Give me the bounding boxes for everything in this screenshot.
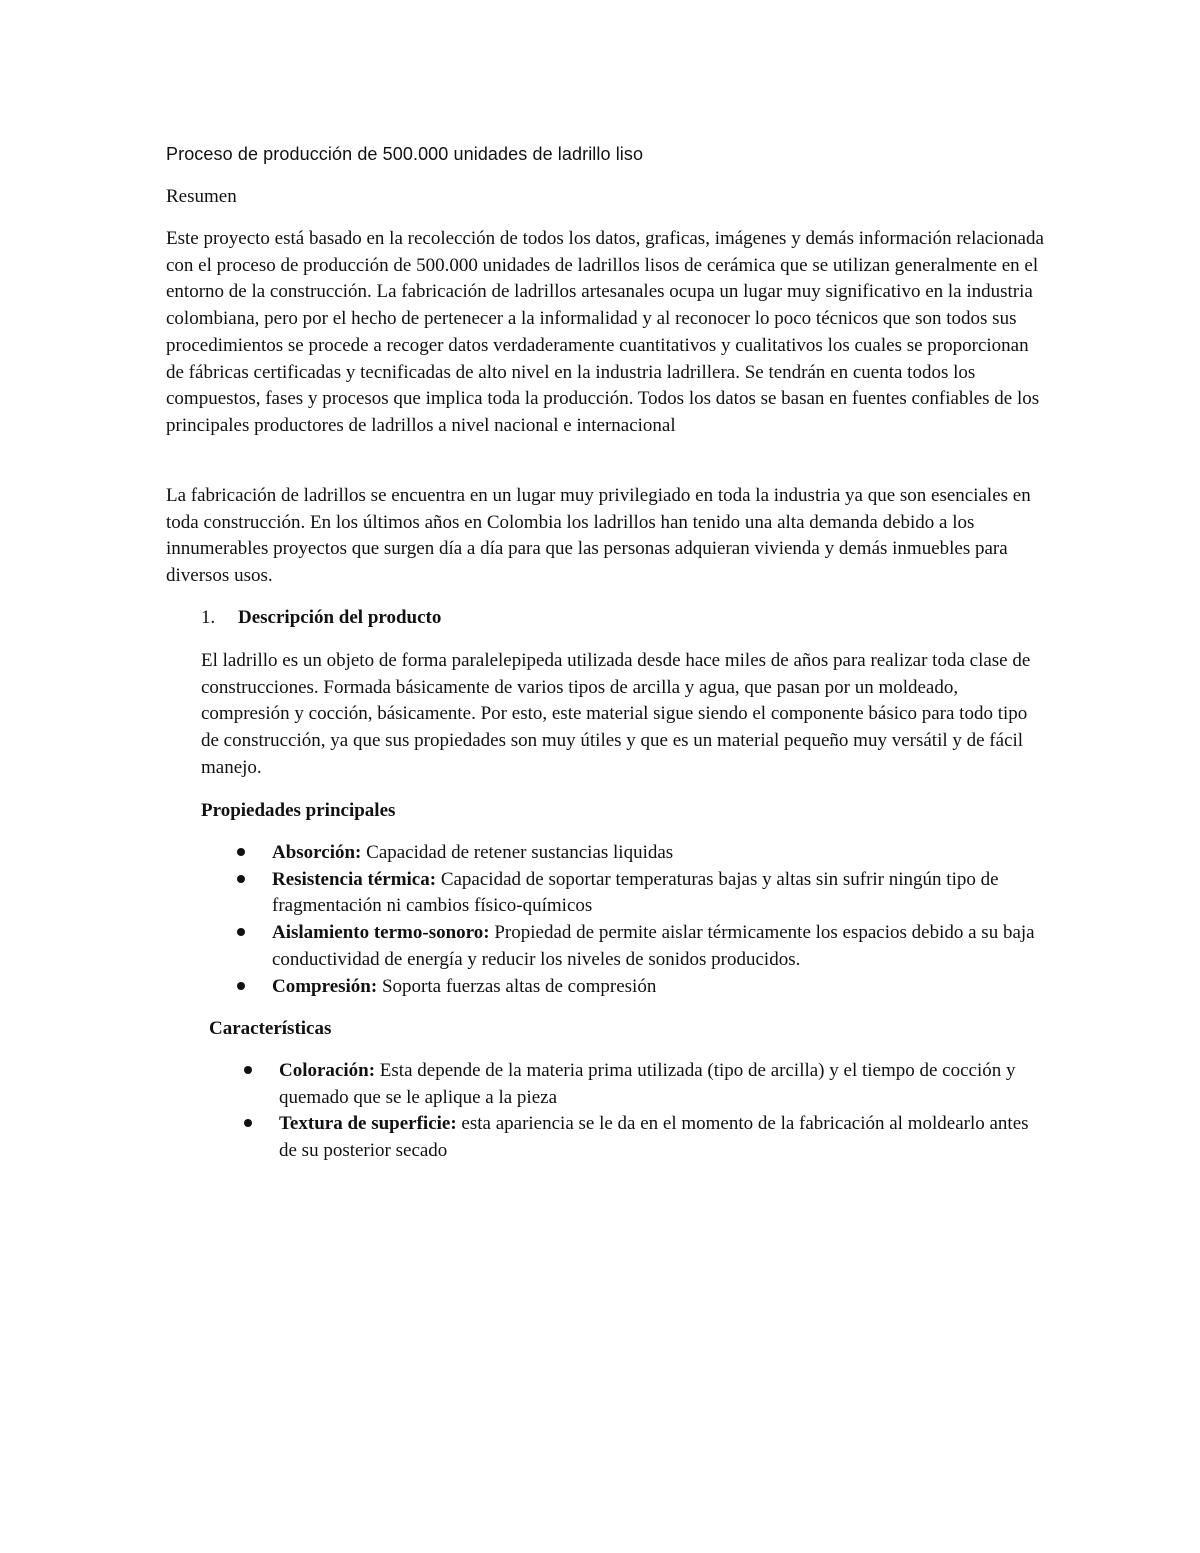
- resumen-heading: Resumen: [166, 186, 237, 207]
- document-title: Proceso de producción de 500.000 unidades de ladrillo liso: [166, 144, 644, 164]
- propiedades-list: [234, 840, 1044, 1000]
- product-description-paragraph: El ladrillo es un objeto de forma paralelepipeda utilizada desde hace miles de años para realizar toda clase de construcciones. Formada básicamente de varios tipos de arcilla y agua, que pasan por un moldeado, compresión y cocción, básicamente. Por esto, este material sigue siendo el componente básico para todo tipo de construcción, ya que sus propiedades son muy útiles y que es un material pequeño muy versátil y de fácil manejo.: [201, 650, 1031, 778]
- bullet-icon: [237, 848, 245, 856]
- list-item-text: Esta depende de la materia prima utilizada (tipo de arcilla) y el tiempo de cocción y quemado que se le aplique a la pieza: [279, 1060, 1016, 1108]
- caracteristicas-heading: Características: [209, 1018, 332, 1039]
- bullet-icon: [244, 1119, 252, 1127]
- list-item-term: Aislamiento termo-sonoro:: [272, 922, 490, 944]
- list-item-text: Propiedad de permite aislar térmicamente los espacios debido a su baja conductividad de energía y reducir los niveles de sonidos producidos.: [272, 922, 1035, 970]
- list-item: [234, 974, 1044, 1001]
- propiedades-heading: Propiedades principales: [201, 800, 396, 821]
- caracteristicas-list: [241, 1058, 1046, 1165]
- bullet-icon: [244, 1066, 252, 1074]
- list-item-term: Compresión:: [272, 975, 378, 997]
- list-item: [234, 920, 1044, 973]
- list-item-text: Capacidad de soportar temperaturas bajas y altas sin sufrir ningún tipo de fragmentación ni cambios físico-químicos: [272, 868, 999, 917]
- resumen-paragraph-2: La fabricación de ladrillos se encuentra en un lugar muy privilegiado en toda la industria ya que son esenciales en toda construcción. En los últimos años en Colombia los ladrillos han tenido una alta demanda debido a los innumerables proyectos que surgen día a día para que las personas adquieran vivienda y demás inmuebles para diversos usos.: [166, 485, 1031, 587]
- list-item: [234, 867, 1044, 920]
- list-item-term: Coloración:: [279, 1060, 376, 1081]
- bullet-icon: [237, 982, 245, 990]
- list-item: [241, 1058, 1046, 1111]
- list-item-text: Capacidad de retener sustancias liquidas: [361, 842, 674, 863]
- list-item-text: esta apariencia se le da en el momento de la fabricación al moldearlo antes de su posterior secado: [279, 1113, 1029, 1162]
- list-item-term: Absorción:: [272, 842, 362, 863]
- list-item: [241, 1111, 1046, 1164]
- bullet-icon: [237, 875, 245, 883]
- section-title: Descripción del producto: [238, 607, 442, 628]
- section-number: 1.: [201, 607, 216, 628]
- resumen-paragraph-1: Este proyecto está basado en la recolección de todos los datos, graficas, imágenes y demás información relacionada con el proceso de producción de 500.000 unidades de ladrillos lisos de cerámica que se utilizan generalmente en el entorno de la construcción. La fabricación de ladrillos artesanales ocupa un lugar muy significativo en la industria colombiana, pero por el hecho de pertenecer a la informalidad y al reconocer lo poco técnicos que son todos sus procedimientos se procede a recoger datos verdaderamente cuantitativos y cualitativos los cuales se proporcionan de fábricas certificadas y tecnificadas de alto nivel en la industria ladrillera. Se tendrán en cuenta todos los compuestos, fases y procesos que implica toda la producción. Todos los datos se basan en fuentes confiables de los principales productores de ladrillos a nivel nacional e internacional: [166, 228, 1044, 436]
- list-item-term: Resistencia térmica:: [272, 868, 437, 890]
- list-item-term: Textura de superficie:: [279, 1113, 457, 1135]
- list-item: [234, 840, 1044, 867]
- bullet-icon: [237, 928, 245, 936]
- list-item-text: Soporta fuerzas altas de compresión: [377, 975, 657, 997]
